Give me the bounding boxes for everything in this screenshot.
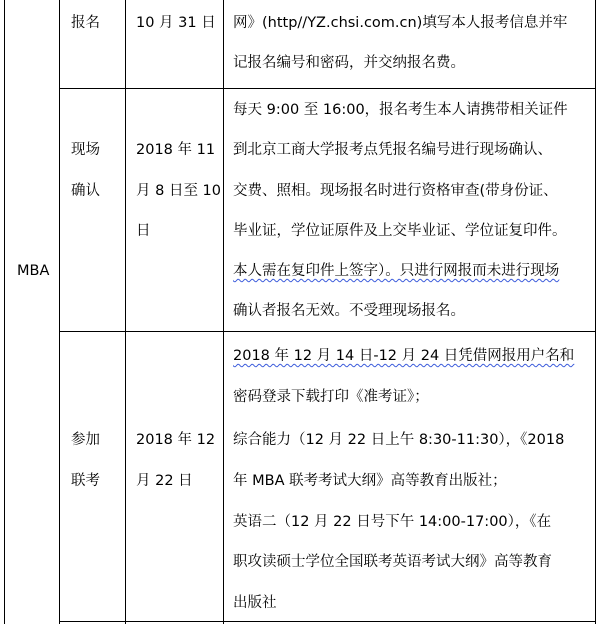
time-onsite-line: 2018 年 11 bbox=[136, 142, 216, 158]
stage-onsite-line: 确认 bbox=[71, 183, 100, 199]
time-exam-line: 月 22 日 bbox=[136, 473, 193, 489]
row-divider-2 bbox=[59, 331, 596, 332]
time-onsite-line: 月 8 日至 10 bbox=[136, 183, 222, 199]
detail-line: 确认者报名无效。不受理现场报名。 bbox=[233, 303, 465, 319]
stage-onsite-line: 现场 bbox=[71, 142, 100, 158]
table-border-right bbox=[595, 0, 596, 624]
detail-line: 每天 9:00 至 16:00，报名考生本人请携带相关证件 bbox=[233, 102, 568, 118]
stage-signup: 报名 bbox=[71, 15, 100, 31]
detail-line: 2018 年 12 月 14 日-12 月 24 日凭借网报用户名和 bbox=[233, 348, 575, 364]
detail-line: 网》(http//YZ.chsi.com.cn)填写本人报考信息并牢 bbox=[233, 15, 568, 31]
detail-line: 本人需在复印件上签字）。只进行网报而未进行现场 bbox=[233, 263, 560, 279]
detail-line: 到北京工商大学报考点凭报名编号进行现场确认、 bbox=[233, 142, 552, 158]
detail-line: 年 MBA 联考考试大纲》高等教育出版社； bbox=[233, 473, 507, 489]
program-label: MBA bbox=[17, 263, 50, 279]
detail-line: 综合能力（12 月 22 日上午 8:30-11:30），《2018 bbox=[233, 432, 565, 448]
time-onsite-line: 日 bbox=[136, 223, 151, 239]
column-divider-2 bbox=[125, 0, 126, 624]
table-border-left bbox=[4, 0, 5, 624]
stage-exam-line: 参加 bbox=[71, 432, 100, 448]
detail-line: 出版社 bbox=[233, 595, 277, 611]
row-divider-3 bbox=[59, 621, 596, 622]
row-divider-1 bbox=[59, 88, 596, 89]
detail-line: 记报名编号和密码，并交纳报名费。 bbox=[233, 55, 465, 71]
detail-line: 交费、照相。现场报名时进行资格审查(带身份证、 bbox=[233, 183, 558, 199]
time-signup: 10 月 31 日 bbox=[136, 15, 216, 31]
time-exam-line: 2018 年 12 bbox=[136, 432, 216, 448]
column-divider-3 bbox=[223, 0, 224, 624]
stage-exam-line: 联考 bbox=[71, 473, 100, 489]
detail-line: 英语二（12 月 22 日号下午 14:00-17:00），《在 bbox=[233, 514, 552, 530]
detail-line: 密码登录下载打印《准考证》； bbox=[233, 389, 429, 405]
column-divider-1 bbox=[59, 0, 60, 624]
detail-line: 职攻读硕士学位全国联考英语考试大纲》高等教育 bbox=[233, 554, 552, 570]
detail-line: 毕业证，学位证原件及上交毕业证、学位证复印件。 bbox=[233, 223, 567, 239]
